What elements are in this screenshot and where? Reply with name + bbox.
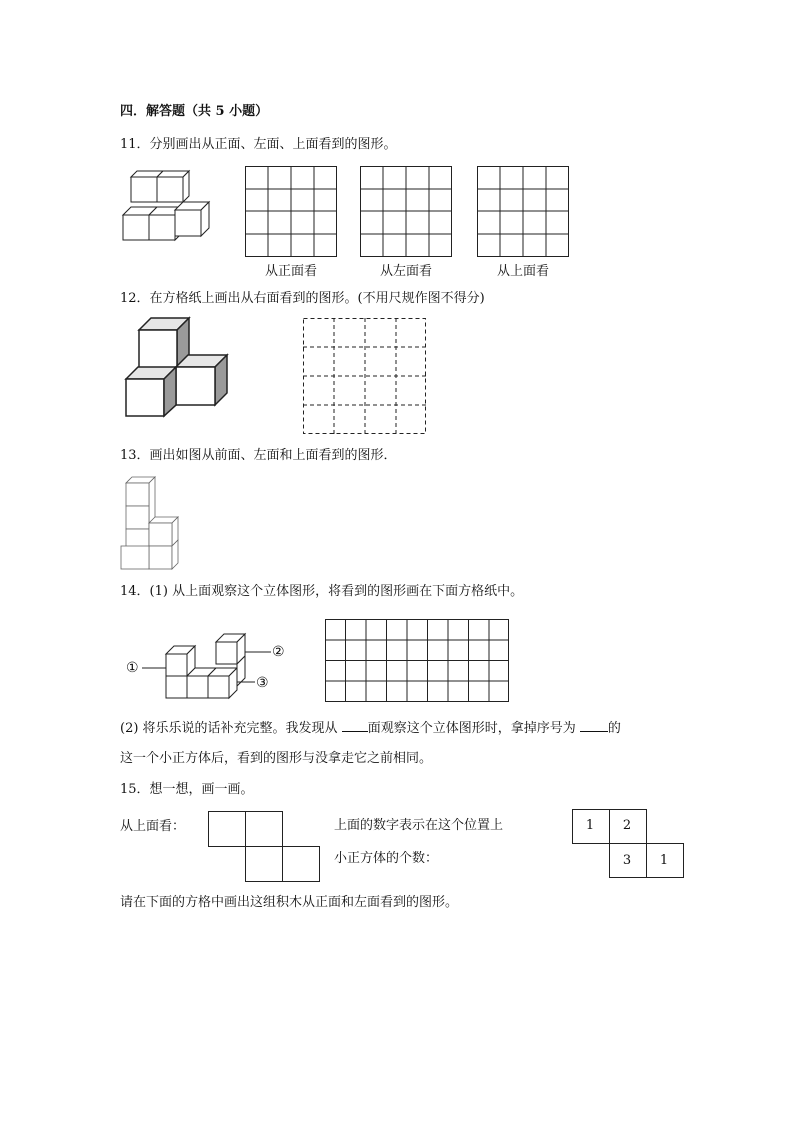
grid-top-view[interactable] bbox=[477, 166, 569, 258]
question-15-text: 15．想一想，画一画。 bbox=[120, 782, 254, 797]
top-view-label: 从上面看： bbox=[120, 819, 186, 834]
part2-text-c: 的 bbox=[607, 721, 621, 736]
grid-front-view[interactable] bbox=[245, 166, 337, 258]
q12-dashed-grid[interactable] bbox=[303, 318, 427, 435]
caption-left-view: 从左面看 bbox=[379, 264, 432, 279]
label-two: ② bbox=[272, 644, 285, 660]
description-line1: 上面的数字表示在这个位置上 bbox=[334, 818, 504, 833]
q14-grid[interactable] bbox=[325, 619, 510, 703]
description-line2: 小正方体的个数： bbox=[334, 851, 439, 866]
q14-cube-figure bbox=[126, 630, 296, 702]
part2-text-b: 面观察这个立体图形时，拿掉序号为 bbox=[367, 721, 576, 736]
caption-top-view: 从上面看 bbox=[496, 264, 549, 279]
answer-blank-number[interactable] bbox=[580, 719, 608, 732]
caption-front-view: 从正面看 bbox=[264, 264, 317, 279]
count-cell-2: 2 bbox=[622, 818, 632, 833]
q13-cube-figure bbox=[118, 474, 182, 574]
q11-cube-figure bbox=[118, 170, 218, 250]
part2-text-a: (2) 将乐乐说的话补充完整。我发现从 bbox=[120, 721, 338, 736]
question-14-text: 14．(1) 从上面观察这个立体图形，将看到的图形画在下面方格纸中。 bbox=[120, 584, 524, 599]
question-11-text: 11．分别画出从正面、左面、上面看到的图形。 bbox=[120, 137, 397, 152]
question-14-part2-line1 bbox=[120, 719, 621, 737]
q12-cube-figure bbox=[122, 316, 232, 420]
grid-left-view[interactable] bbox=[360, 166, 452, 258]
q15-top-view-shape bbox=[208, 811, 320, 883]
section-title: 四．解答题（共 5 小题） bbox=[120, 104, 269, 119]
question-15-instruction: 请在下面的方格中画出这组积木从正面和左面看到的图形。 bbox=[120, 895, 459, 910]
question-14-part2-line2: 这一个小正方体后，看到的图形与没拿走它之前相同。 bbox=[120, 751, 433, 766]
label-three: ③ bbox=[256, 675, 269, 691]
count-cell-1: 1 bbox=[585, 818, 595, 833]
question-12-text: 12．在方格纸上画出从右面看到的图形。(不用尺规作图不得分) bbox=[120, 291, 485, 306]
count-cell-3: 3 bbox=[622, 853, 632, 868]
label-one: ① bbox=[126, 660, 139, 676]
question-13-text: 13．画出如图从前面、左面和上面看到的图形． bbox=[120, 448, 397, 463]
count-cell-4: 1 bbox=[659, 853, 669, 868]
answer-blank-direction[interactable] bbox=[342, 719, 368, 732]
